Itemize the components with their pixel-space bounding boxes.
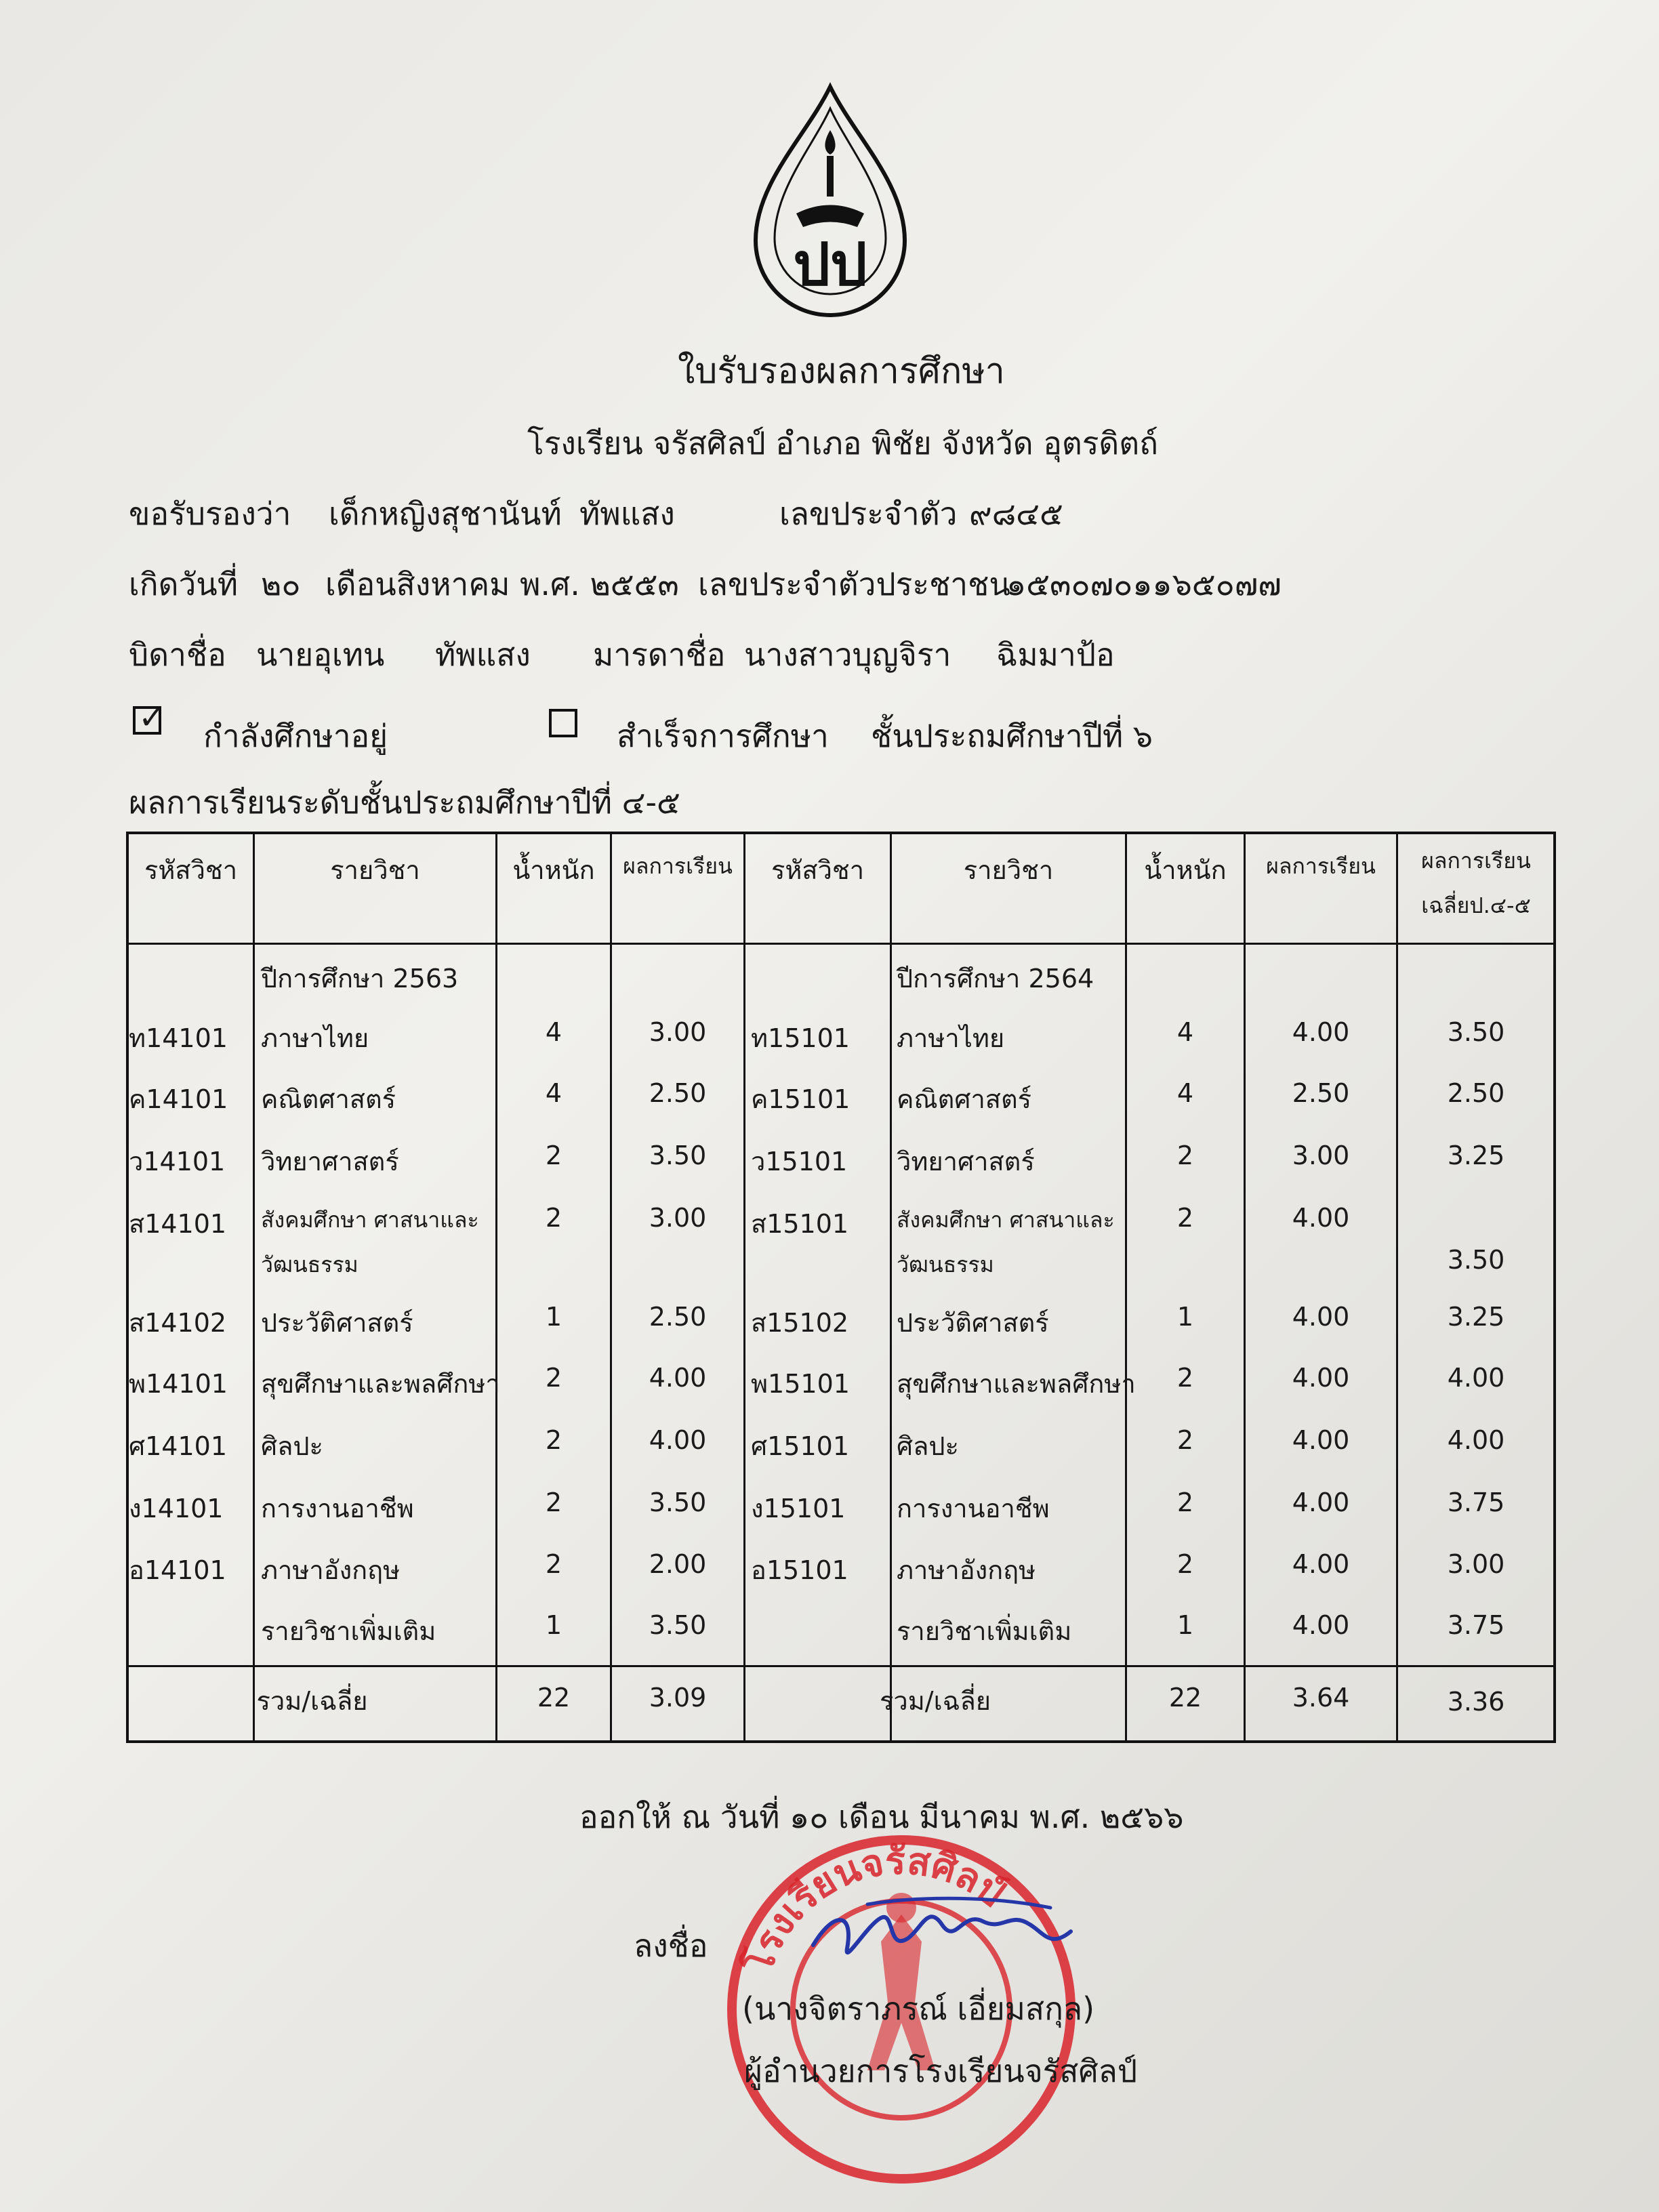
- table-cell-avg: 2.50: [1447, 1078, 1505, 1108]
- table-cell-g2: 4.00: [1292, 1363, 1350, 1393]
- table-cell-g1: 3.50: [649, 1141, 707, 1170]
- total-average: 3.36: [1447, 1687, 1505, 1717]
- table-cell-w1: 2: [545, 1549, 562, 1579]
- table-cell-s2: สังคมศึกษา ศาสนาและ: [897, 1207, 1115, 1233]
- table-cell-c1: ง14101: [129, 1494, 224, 1523]
- document-title: ใบรับรองผลการศึกษา: [678, 351, 1005, 392]
- table-cell-g2: 4.00: [1292, 1488, 1350, 1517]
- mother-label: มารดาชื่อ: [593, 636, 726, 673]
- svg-text:ปป: ปป: [793, 230, 867, 299]
- certify-label: ขอรับรองว่า: [129, 495, 291, 532]
- table-cell-c1: ท14101: [129, 1023, 228, 1053]
- table-cell-s2b: วัฒนธรรม: [897, 1252, 994, 1277]
- table-cell-w1: 4: [545, 1017, 562, 1047]
- svg-text:โรงเรียนจรัสศิลป์: โรงเรียนจรัสศิลป์: [737, 1839, 1013, 1979]
- table-cell-w2: 4: [1176, 1078, 1194, 1108]
- table-cell-c2: พ15101: [751, 1369, 850, 1399]
- table-cell-s1: รายวิชาเพิ่มเติม: [261, 1616, 436, 1646]
- table-cell-g1: 4.00: [649, 1425, 707, 1455]
- table-cell-s2: ภาษาไทย: [897, 1023, 1005, 1053]
- studying-checkbox[interactable]: [133, 699, 166, 737]
- table-cell-g2: 4.00: [1292, 1549, 1350, 1579]
- table-cell-w2: 1: [1176, 1610, 1194, 1640]
- header-weight-2: น้ำหนัก: [1144, 855, 1227, 885]
- mother-surname: ฉิมมาป้อ: [996, 636, 1115, 673]
- table-cell-c2: ว15101: [751, 1147, 848, 1176]
- birth-day: ๒๐: [261, 566, 301, 602]
- table-cell-w2: 2: [1176, 1363, 1194, 1393]
- signer-name: (นางจิตราภรณ์ เอี่ยมสกุล): [742, 1990, 1095, 2027]
- table-cell-s2: การงานอาชีพ: [897, 1494, 1050, 1523]
- total-grade-left: 3.09: [649, 1683, 707, 1713]
- issue-date: ออกให้ ณ วันที่ ๑๐ เดือน มีนาคม พ.ศ. ๒๕๖๖: [579, 1799, 1184, 1835]
- school-line: โรงเรียน จรัสศิลป์ อำเภอ พิชัย จังหวัด อุตรดิตถ์: [527, 425, 1159, 462]
- table-cell-avg: 3.50: [1447, 1017, 1505, 1047]
- table-cell-w1: 1: [545, 1610, 562, 1640]
- table-cell-c1: ศ14101: [129, 1431, 228, 1461]
- table-cell-c1: ค14101: [129, 1084, 228, 1114]
- father-name: นายอุเทน: [256, 636, 385, 673]
- table-cell-w2: 1: [1176, 1302, 1194, 1332]
- table-cell-w2: 2: [1176, 1549, 1194, 1579]
- header-avg-line2: เฉลี่ยป.๔-๕: [1421, 893, 1531, 918]
- header-avg-line1: ผลการเรียน: [1421, 848, 1531, 874]
- table-cell-s2: คณิตศาสตร์: [897, 1084, 1032, 1114]
- results-heading: ผลการเรียนระดับชั้นประถมศึกษาปีที่ ๔-๕: [129, 784, 680, 821]
- checkmark-icon: ✓: [138, 699, 166, 737]
- table-cell-c2: ศ15101: [751, 1431, 850, 1461]
- table-cell-c1: พ14101: [129, 1369, 228, 1399]
- year-label-right: ปีการศึกษา 2564: [897, 964, 1094, 994]
- header-subject-2: รายวิชา: [963, 855, 1054, 885]
- graduated-label: สำเร็จการศึกษา: [617, 718, 829, 754]
- total-grade-right: 3.64: [1292, 1683, 1350, 1713]
- table-cell-g2: 3.00: [1292, 1141, 1350, 1170]
- year-label-left: ปีการศึกษา 2563: [261, 964, 459, 994]
- table-cell-c1: ส14102: [129, 1308, 227, 1338]
- table-cell-g2: 4.00: [1292, 1610, 1350, 1640]
- total-weight-right: 22: [1168, 1683, 1202, 1713]
- table-cell-s1b: วัฒนธรรม: [261, 1252, 359, 1277]
- table-cell-s1: ภาษาอังกฤษ: [261, 1555, 401, 1585]
- table-cell-w2: 2: [1176, 1141, 1194, 1170]
- citizen-id: ๑๕๓๐๗๐๑๑๖๕๐๗๗: [1006, 566, 1282, 602]
- table-cell-g1: 3.50: [649, 1488, 707, 1517]
- father-surname: ทัพแสง: [435, 636, 531, 673]
- table-cell-c2: ค15101: [751, 1084, 851, 1114]
- table-cell-c2: ส15101: [751, 1209, 849, 1239]
- header-code-2: รหัสวิชา: [771, 855, 865, 885]
- table-cell-w1: 2: [545, 1425, 562, 1455]
- table-cell-avg: 3.75: [1447, 1610, 1505, 1640]
- father-label: บิดาชื่อ: [129, 636, 226, 673]
- table-cell-avg: 3.75: [1447, 1488, 1505, 1517]
- table-cell-c2: ส15102: [751, 1308, 849, 1338]
- results-table: [126, 832, 1556, 1743]
- table-cell-w1: 4: [545, 1078, 562, 1108]
- table-cell-s1: ประวัติศาสตร์: [261, 1308, 413, 1338]
- table-cell-g2: 2.50: [1292, 1078, 1350, 1108]
- table-cell-c2: ท15101: [751, 1023, 850, 1053]
- table-cell-w1: 2: [545, 1141, 562, 1170]
- student-id: ๙๘๔๕: [969, 495, 1063, 532]
- table-cell-g1: 4.00: [649, 1363, 707, 1393]
- table-cell-avg: 3.00: [1447, 1549, 1505, 1579]
- table-cell-avg: 3.25: [1447, 1141, 1505, 1170]
- table-cell-g1: 2.50: [649, 1302, 707, 1332]
- table-cell-w2: 2: [1176, 1488, 1194, 1517]
- table-cell-avg: 3.50: [1447, 1245, 1505, 1275]
- mother-name: นางสาวบุญจิรา: [744, 636, 951, 673]
- total-label-right: รวม/เฉลี่ย: [879, 1686, 991, 1716]
- table-cell-g2: 4.00: [1292, 1425, 1350, 1455]
- table-cell-w1: 2: [545, 1488, 562, 1517]
- table-cell-c2: ง15101: [751, 1494, 846, 1523]
- header-grade-2: ผลการเรียน: [1266, 853, 1376, 879]
- table-cell-w2: 2: [1176, 1203, 1194, 1233]
- table-cell-w1: 2: [545, 1363, 562, 1393]
- table-cell-c1: ส14101: [129, 1209, 227, 1239]
- table-cell-c1: ว14101: [129, 1147, 226, 1176]
- table-cell-s1: วิทยาศาสตร์: [261, 1147, 399, 1176]
- handwritten-signature: [806, 1884, 1078, 1972]
- student-surname: ทัพแสง: [579, 495, 675, 532]
- table-cell-avg: 4.00: [1447, 1363, 1505, 1393]
- table-cell-s1: การงานอาชีพ: [261, 1494, 414, 1523]
- header-grade-1: ผลการเรียน: [623, 853, 733, 879]
- sign-label: ลงชื่อ: [634, 1927, 708, 1964]
- table-cell-c2: อ15101: [751, 1555, 848, 1585]
- table-cell-avg: 3.25: [1447, 1302, 1505, 1332]
- table-cell-w2: 4: [1176, 1017, 1194, 1047]
- school-emblem-logo: [742, 81, 918, 332]
- table-cell-s1: สังคมศึกษา ศาสนาและ: [261, 1207, 479, 1233]
- studying-label: กำลังศึกษาอยู่: [203, 718, 388, 754]
- birth-label: เกิดวันที่: [129, 566, 239, 602]
- table-cell-g2: 4.00: [1292, 1203, 1350, 1233]
- table-cell-g1: 3.00: [649, 1203, 707, 1233]
- table-cell-w2: 2: [1176, 1425, 1194, 1455]
- signer-title: ผู้อำนวยการโรงเรียนจรัสศิลป์: [744, 2053, 1138, 2089]
- table-cell-s1: ศิลปะ: [261, 1431, 323, 1461]
- table-cell-s2: วิทยาศาสตร์: [897, 1147, 1035, 1176]
- table-cell-w1: 1: [545, 1302, 562, 1332]
- table-cell-c1: อ14101: [129, 1555, 226, 1585]
- table-cell-s2: ศิลปะ: [897, 1431, 959, 1461]
- student-name: เด็กหญิงสุชานันท์: [329, 495, 562, 532]
- table-cell-s2: สุขศึกษาและพลศึกษา: [897, 1369, 1136, 1399]
- header-weight-1: น้ำหนัก: [512, 855, 595, 885]
- table-cell-s1: สุขศึกษาและพลศึกษา: [261, 1369, 500, 1399]
- table-cell-g1: 2.00: [649, 1549, 707, 1579]
- table-cell-avg: 4.00: [1447, 1425, 1505, 1455]
- table-cell-s2: รายวิชาเพิ่มเติม: [897, 1616, 1072, 1646]
- birth-month-year: เดือนสิงหาคม พ.ศ. ๒๕๕๓: [325, 566, 679, 602]
- table-cell-g1: 3.00: [649, 1017, 707, 1047]
- citizen-id-label: เลขประจำตัวประชาชน: [698, 566, 1010, 602]
- table-cell-s1: ภาษาไทย: [261, 1023, 369, 1053]
- table-cell-s2: ภาษาอังกฤษ: [897, 1555, 1036, 1585]
- table-cell-g1: 3.50: [649, 1610, 707, 1640]
- table-cell-w1: 2: [545, 1203, 562, 1233]
- table-cell-g1: 2.50: [649, 1078, 707, 1108]
- table-cell-s1: คณิตศาสตร์: [261, 1084, 396, 1114]
- grade-level: ชั้นประถมศึกษาปีที่ ๖: [871, 718, 1153, 754]
- header-code-1: รหัสวิชา: [144, 855, 238, 885]
- table-cell-g2: 4.00: [1292, 1302, 1350, 1332]
- header-subject-1: รายวิชา: [330, 855, 420, 885]
- total-label-left: รวม/เฉลี่ย: [256, 1686, 368, 1716]
- total-weight-left: 22: [537, 1683, 571, 1713]
- graduated-checkbox[interactable]: [549, 709, 577, 737]
- student-id-label: เลขประจำตัว: [779, 495, 958, 532]
- table-cell-s2: ประวัติศาสตร์: [897, 1308, 1049, 1338]
- table-cell-g2: 4.00: [1292, 1017, 1350, 1047]
